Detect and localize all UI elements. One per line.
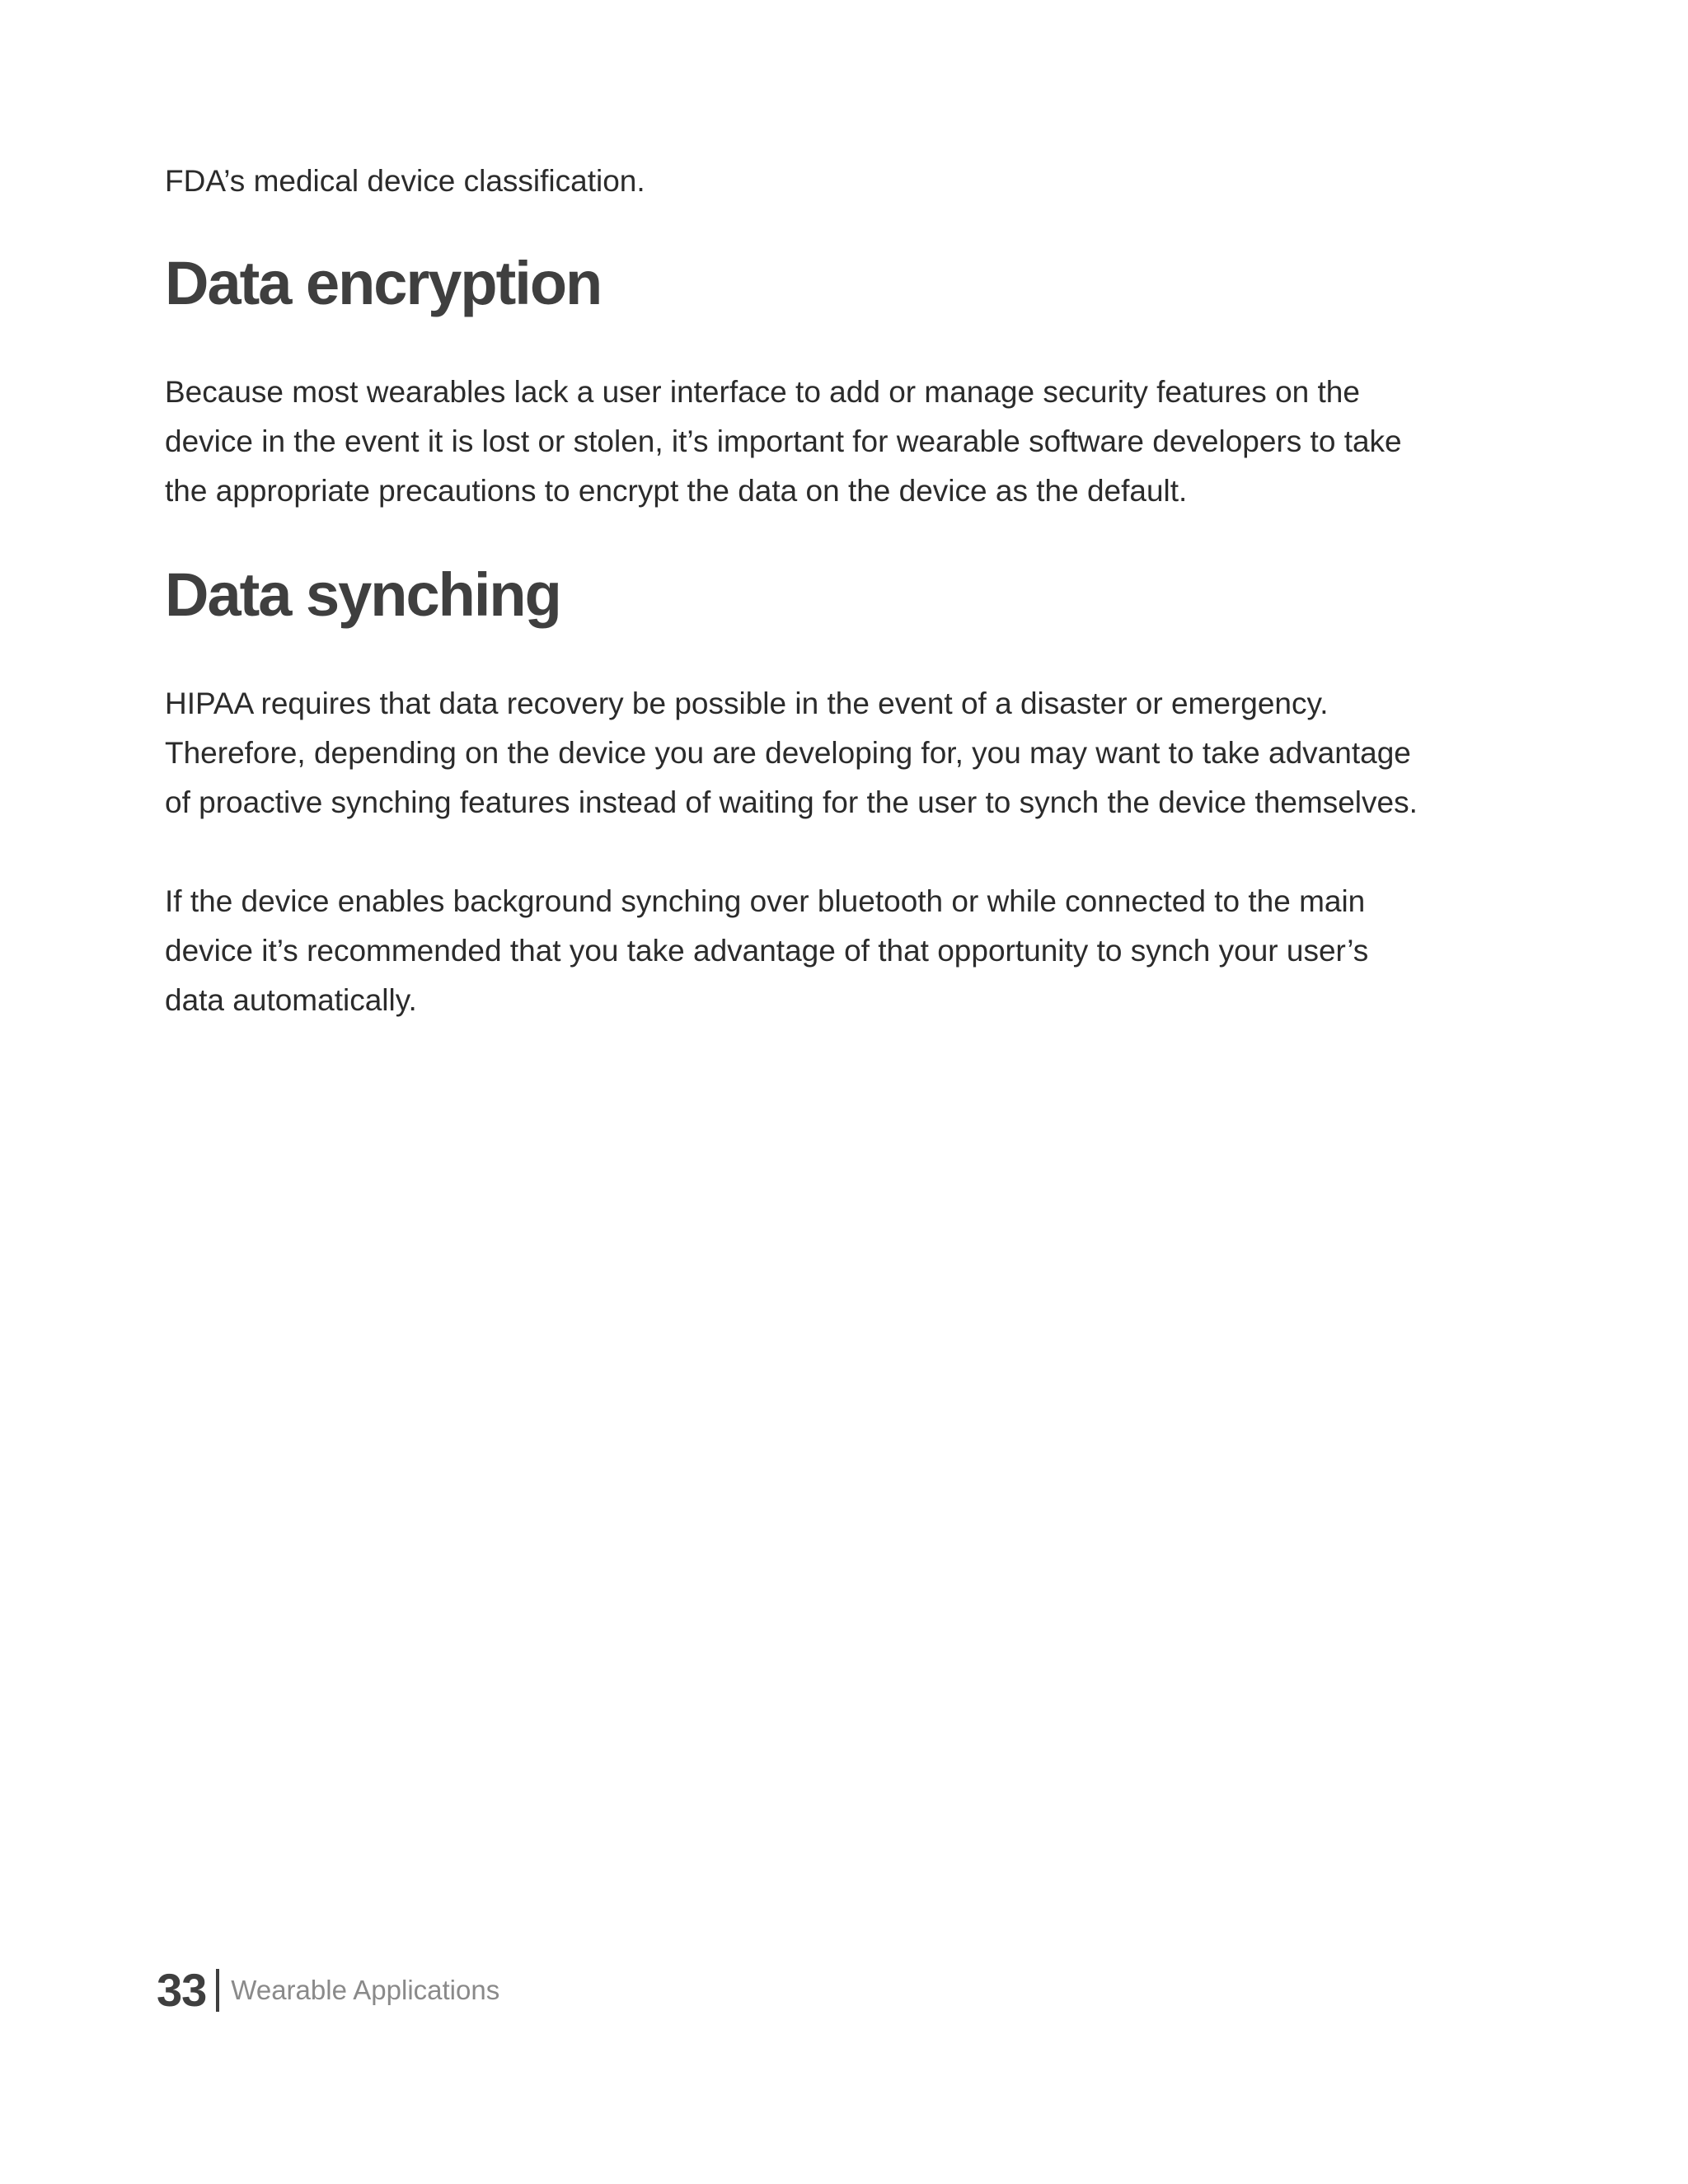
footer-document-title: Wearable Applications [231,1975,500,2005]
data-synching-paragraph-2: If the device enables background synching over bluetooth or while connected to the main device it’s recommended that you take advantage of that opportunity to synch your user’s data automatically. [165,884,1369,1017]
page-number: 33 [157,1964,207,2016]
page-footer [157,1961,499,2019]
section-heading-data-encryption: Data encryption [165,249,602,317]
footer-divider [216,1969,219,2012]
page-content [165,157,1533,1025]
intro-paragraph: FDA’s medical device classification. [165,164,645,198]
section-heading-data-synching: Data synching [165,560,560,629]
data-encryption-paragraph: Because most wearables lack a user interface to add or manage security features on the device in the event it is lost or stolen, it’s important for wearable software developers to take the appropriate precautions to encrypt the data on the device as the default. [165,375,1402,508]
data-synching-paragraph-1: HIPAA requires that data recovery be possible in the event of a disaster or emergency. Therefore, depending on the device you are developing for, you may want to take advantage of proactive synching features instead of waiting for the user to synch the device themselves. [165,687,1418,819]
